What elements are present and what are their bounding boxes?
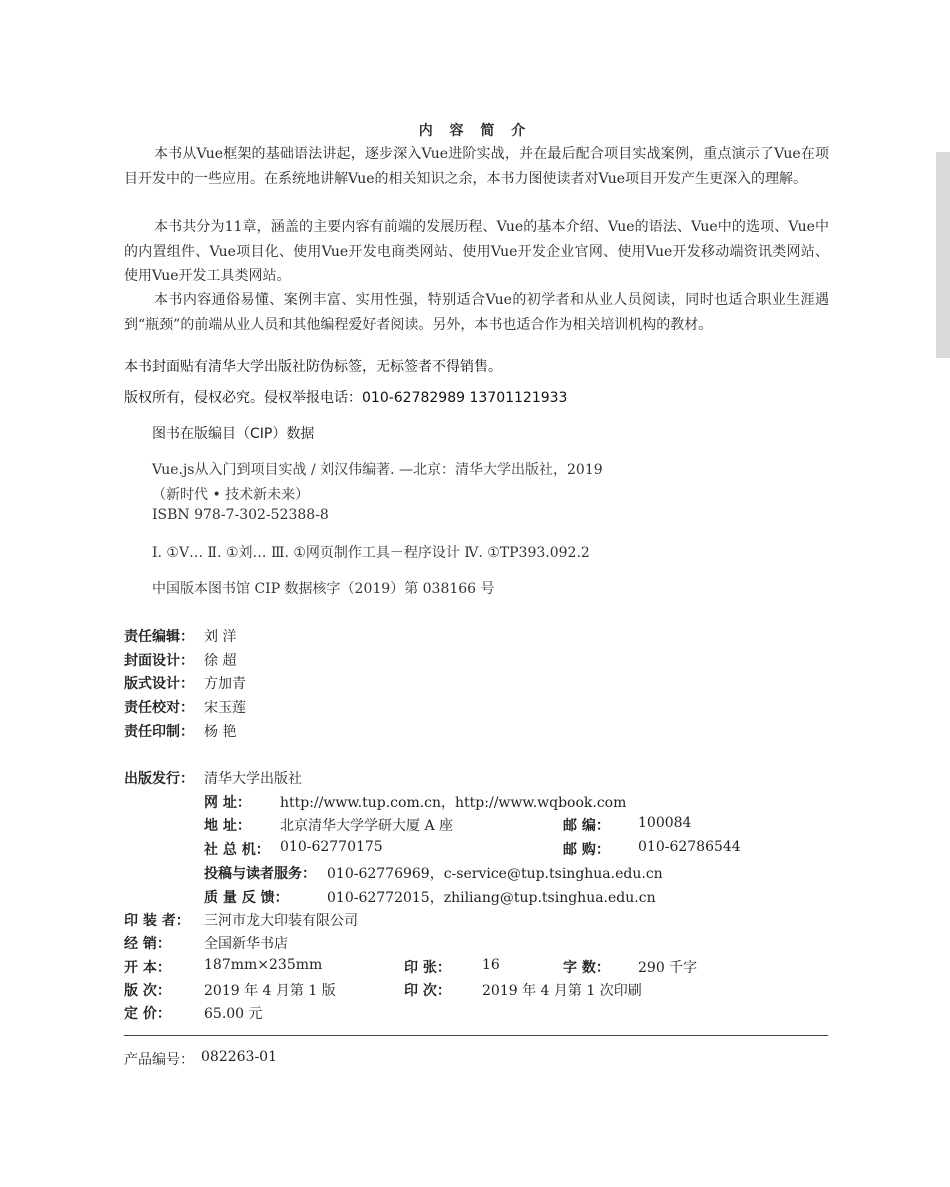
credit-value-editor: 刘 洋: [204, 629, 237, 645]
intro-paragraph-2: 本书共分为11章，涵盖的主要内容有前端的发展历程、Vue的基本介绍、Vue的语法、Vue中的选项、Vue中的内置组件、Vue项目化、使用Vue开发电商类网站、使用Vue开发企业官网、使用Vue开发移动端资讯类网站、使用Vue开发工具类网站。: [124, 219, 829, 284]
postcode-value: 100084: [638, 815, 692, 831]
intro-title: 内 容 简 介: [418, 123, 532, 139]
distributor-value: 全国新华书店: [204, 936, 288, 952]
price-label: 定 价：: [124, 1006, 171, 1022]
switchboard-label: 社 总 机：: [204, 842, 270, 858]
credit-label-layout: 版式设计：: [124, 676, 194, 692]
credit-label-printing: 责任印制：: [124, 724, 194, 740]
words-label: 字 数：: [563, 960, 610, 976]
sheets-label: 印 张：: [404, 960, 451, 976]
intro-paragraph-3: 本书内容通俗易懂、案例丰富、实用性强，特别适合Vue的初学者和从业人员阅读，同时也适合职业生涯遇到“瓶颈”的前端从业人员和其他编程爱好者阅读。另外，本书也适合作为相关培训机构的教材。: [124, 292, 829, 333]
credit-value-proofreader: 宋玉莲: [204, 700, 246, 716]
credit-label-editor: 责任编辑：: [124, 629, 194, 645]
credit-label-cover: 封面设计：: [124, 653, 194, 669]
edition-value: 2019 年 4 月第 1 版: [204, 983, 336, 999]
submission-label: 投稿与读者服务：: [204, 866, 316, 882]
product-number-value: 082263-01: [201, 1049, 277, 1065]
printer-label: 印 装 者：: [124, 913, 190, 929]
printer-value: 三河市龙大印装有限公司: [204, 913, 358, 929]
sheets-value: 16: [482, 957, 500, 973]
distributor-label: 经 销：: [124, 936, 171, 952]
format-label: 开 本：: [124, 960, 171, 976]
publisher-label: 出版发行：: [124, 771, 194, 787]
quality-label: 质 量 反 馈：: [204, 890, 289, 906]
publisher-name: 清华大学出版社: [204, 771, 302, 787]
intro-paragraph-1: 本书从Vue框架的基础语法讲起，逐步深入Vue进阶实战，并在最后配合项目实战案例，重点演示了Vue在项目开发中的一些应用。在系统地讲解Vue的相关知识之余，本书力图使读者对Vue项目开发产生更深入的理解。: [124, 146, 829, 187]
page-edge-tab: [936, 152, 950, 358]
cip-line-1: Vue.js从入门到项目实战 / 刘汉伟编著. —北京：清华大学出版社，2019: [152, 462, 603, 478]
credit-value-printing: 杨 艳: [204, 724, 237, 740]
address-value: 北京清华大学学研大厦 A 座: [280, 818, 454, 834]
divider-line: [124, 1035, 828, 1036]
cip-check-number: 中国版本图书馆 CIP 数据核字（2019）第 038166 号: [152, 581, 495, 597]
credit-label-proofreader: 责任校对：: [124, 700, 194, 716]
credit-value-layout: 方加青: [204, 676, 246, 692]
mailorder-value: 010-62786544: [638, 839, 741, 855]
submission-value: 010-62776969，c-service@tup.tsinghua.edu.cn: [327, 866, 663, 882]
format-value: 187mm×235mm: [204, 957, 323, 973]
switchboard-value: 010-62770175: [280, 839, 383, 855]
postcode-label: 邮 编：: [563, 818, 610, 834]
impression-label: 印 次：: [404, 983, 451, 999]
product-number-label: 产品编号：: [124, 1052, 194, 1068]
cip-heading: 图书在版编目（CIP）数据: [152, 426, 315, 442]
quality-value: 010-62772015，zhiliang@tup.tsinghua.edu.cn: [327, 890, 656, 906]
website-value: http://www.tup.com.cn，http://www.wqbook.com: [280, 795, 627, 811]
cip-line-2: （新时代 • 技术新未来）: [152, 487, 310, 503]
credit-value-cover: 徐 超: [204, 653, 237, 669]
edition-label: 版 次：: [124, 983, 171, 999]
website-label: 网 址：: [204, 795, 251, 811]
impression-value: 2019 年 4 月第 1 次印刷: [482, 983, 642, 999]
mailorder-label: 邮 购：: [563, 842, 610, 858]
cip-isbn: ISBN 978-7-302-52388-8: [152, 507, 329, 523]
address-label: 地 址：: [204, 818, 251, 834]
words-value: 290 千字: [638, 960, 698, 976]
copyright-notice: 版权所有，侵权必究。侵权举报电话：010-62782989 13701121933: [124, 390, 568, 406]
price-value: 65.00 元: [204, 1006, 263, 1022]
anti-counterfeit-notice: 本书封面贴有清华大学出版社防伪标签，无标签者不得销售。: [124, 359, 502, 375]
cip-classification: Ⅰ. ①V… Ⅱ. ①刘… Ⅲ. ①网页制作工具－程序设计 Ⅳ. ①TP393.092.2: [152, 545, 590, 561]
